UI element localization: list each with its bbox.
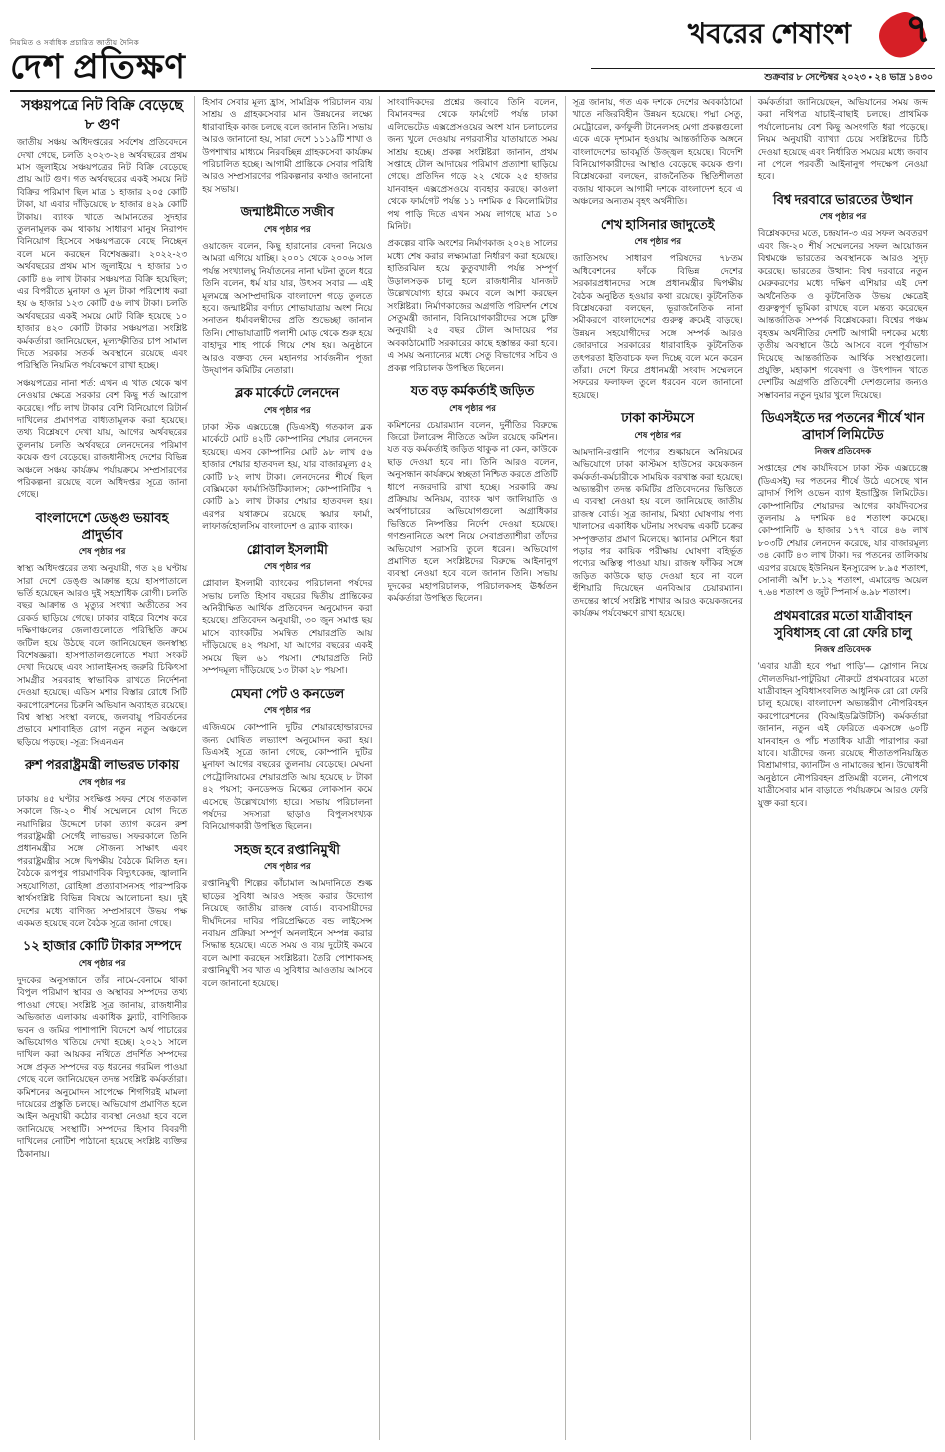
article-headline: গ্লোবাল ইসলামী — [246, 541, 328, 557]
article-headline: শেখ হাসিনার জাদুতেই — [600, 216, 715, 232]
column-2 — [194, 96, 379, 1440]
article-headline: প্রথমবারের মতো যাত্রীবাহন সুবিধাসহ বো রো ফেরি চালু — [773, 607, 913, 640]
article-headline: ব্লক মার্কেটে লেনদেন — [235, 385, 340, 401]
article — [573, 410, 743, 619]
article — [758, 410, 928, 599]
continued-from-label: শেষ পৃষ্ঠার পর — [819, 211, 867, 222]
article — [202, 686, 372, 833]
article — [758, 192, 928, 401]
article-body: ঢাকা স্টক এক্সচেঞ্জে (ডিএসই) গতকাল ব্লক মার্কেটে মোট ৪২টি কোম্পানির শেয়ার লেনদেন হয়েছে। এসব কোম্পানির মোট ৯৮ লাখ ৫৬ হাজার শেয়ার হাতবদল হয়, যার বাজারমূল্য ৫২ কোটি ৮২ লাখ টাকা। লেনদেনের শীর্ষে ছিল বেক্সিমকো ফার্মাসিউটিক্যালস; কোম্পানিটির ৭ কোটি ৯১ লাখ টাকার শেয়ার হাতবদল হয়। এরপর যথাক্রমে রয়েছে স্কয়ার ফার্মা, লাফার্জহোলসিম বাংলাদেশ ও ব্র্যাক ব্যাংক। — [202, 421, 373, 532]
columns-area — [10, 96, 935, 1440]
article-body: কর্মকর্তারা জানিয়েছেন, অভিযানের সময় জব্দ করা নথিপত্র যাচাই-বাছাই চলছে। প্রাথমিক পর্যালোচনায় বেশ কিছু অসংগতি ধরা পড়েছে। নিয়ম অনুযায়ী ব্যাখ্যা চেয়ে সংশ্লিষ্টদের চিঠি দেওয়া হয়েছে এবং নির্ধারিত সময়ের মধ্যে জবাব না পেলে পরবর্তী আইনানুগ পদক্ষেপ নেওয়া হবে। — [757, 97, 929, 182]
article-body: বিশ্লেষকদের মতে, চন্দ্রযান-৩ এর সফল অবতরণ এবং জি-২০ শীর্ষ সম্মেলনের সফল আয়োজন বিশ্বমঞ্চে ভারতের অবস্থানকে আরও সুদৃঢ় করেছে। ভারতের উত্থান: বিশ্ব দরবারে নতুন মেরুকরণের মধ্যে দক্ষিণ এশিয়ার এই দেশ অর্থনৈতিক ও কূটনৈতিক উভয় ক্ষেত্রেই গুরুত্বপূর্ণ ভূমিকা রাখছে বলে মন্তব্য করেছেন আন্তর্জাতিক সম্পর্ক বিশ্লেষকেরা। বিশ্বের পঞ্চম বৃহত্তম অর্থনীতির দেশটি আগামী দশকের মধ্যে তৃতীয় অবস্থানে উঠে আসবে বলে পূর্বাভাস দিয়েছে আন্তর্জাতিক আর্থিক সংস্থাগুলো। প্রযুক্তি, মহাকাশ গবেষণা ও উৎপাদন খাতে দেশটির অগ্রগতি প্রতিবেশী দেশগুলোর জন্যও সম্ভাবনার নতুন দুয়ার খুলে দিয়েছে। — [757, 228, 929, 400]
article — [17, 938, 187, 1160]
byline-label: নিজস্ব প্রতিবেদক — [814, 446, 872, 457]
dateline: শুক্রবার ৮ সেপ্টেম্বর ২০২৩ • ২৪ ভাদ্র ১৪৩০ — [591, 68, 935, 86]
article-body: রপ্তানিমুখী শিল্পের কাঁচামাল আমদানিতে শুল্ক ছাড়ের সুবিধা আরও সহজ করার উদ্যোগ নিয়েছে জাতীয় রাজস্ব বোর্ড। ব্যবসায়ীদের দীর্ঘদিনের দাবির পরিপ্রেক্ষিতে বন্ড লাইসেন্স নবায়ন প্রক্রিয়া সম্পূর্ণ অনলাইনে সম্পন্ন করার সিদ্ধান্ত হয়েছে। এতে সময় ও ব্যয় দুটোই কমবে বলে আশা করছেন সংশ্লিষ্টরা। তৈরি পোশাকসহ রপ্তানিমুখী সব খাত এ সুবিধার আওতায় আসবে বলে জানানো হয়েছে। — [202, 878, 373, 988]
article — [573, 217, 743, 402]
article-body: গ্লোবাল ইসলামী ব্যাংকের পরিচালনা পর্ষদের সভায় চলতি হিসাব বছরের দ্বিতীয় প্রান্তিকের অনিরীক্ষিত আর্থিক প্রতিবেদন অনুমোদন করা হয়েছে। প্রতিবেদন অনুযায়ী, ৩০ জুন সমাপ্ত ছয় মাসে ব্যাংকটির সমন্বিত শেয়ারপ্রতি আয় দাঁড়িয়েছে ৪২ পয়সা, যা আগের বছরের একই সময়ে ছিল ৬১ পয়সা। শেয়ারপ্রতি নিট সম্পদমূল্য দাঁড়িয়েছে ১৩ টাকা ২৮ পয়সা। — [202, 578, 373, 676]
article-body: জাতিসংঘ সাধারণ পরিষদের ৭৮তম অধিবেশনের ফাঁকে বিভিন্ন দেশের সরকারপ্রধানদের সঙ্গে প্রধানমন্ত্রীর দ্বিপক্ষীয় বৈঠক অনুষ্ঠিত হওয়ার কথা রয়েছে। কূটনৈতিক বিশ্লেষকেরা বলছেন, ভূরাজনৈতিক নানা সমীকরণে বাংলাদেশের গুরুত্ব ক্রমেই বাড়ছে। উন্নয়ন সহযোগীদের সঙ্গে সম্পর্ক আরও জোরদারে সরকারের ধারাবাহিক কূটনৈতিক তৎপরতা ইতিবাচক ফল দিচ্ছে বলে মনে করেন তাঁরা। দেশে ফিরে প্রধানমন্ত্রী সংবাদ সম্মেলনে সফরের ফলাফল তুলে ধরবেন বলে জানানো হয়েছে। — [572, 253, 743, 400]
article-headline: সহজ হবে রপ্তানিমুখী — [234, 841, 340, 857]
continued-from-label: শেষ পৃষ্ঠার পর — [78, 776, 126, 787]
article-headline: জন্মাষ্টমীতে সজীব — [240, 204, 334, 220]
article-body: সপ্তাহের শেষ কার্যদিবসে ঢাকা স্টক এক্সচেঞ্জে (ডিএসই) দর পতনের শীর্ষে উঠে এসেছে খান ব্রাদার্স পিপি ওভেন ব্যাগ ইন্ডাস্ট্রিজ লিমিটেড। কোম্পানিটির শেয়ারদর আগের কার্যদিবসের তুলনায় ৯ দশমিক ৪৫ শতাংশ কমেছে। কোম্পানিটি ৬ হাজার ১৭৭ বারে ৪৬ লাখ ৮০৩টি শেয়ার লেনদেন করেছে, যার বাজারমূল্য ৩৪ কোটি ৪৩ লাখ টাকা। দর পতনের তালিকায় এরপর রয়েছে ইউনিয়ন ইনস্যুরেন্স ৮.৯৫ শতাংশ, সোনালী আঁশ ৮.১২ শতাংশ, এমারেল্ড অয়েল ৭.৬৪ শতাংশ ও জুট স্পিনার্স ৬.৯৮ শতাংশ। — [757, 463, 929, 598]
article-body: জাতীয় সঞ্চয় অধিদপ্তরের সর্বশেষ প্রতিবেদনে দেখা গেছে, চলতি ২০২৩-২৪ অর্থবছরের প্রথম মাস জুলাইয়ে সঞ্চয়পত্রের নিট বিক্রি বেড়েছে প্রায় আট গুণ। গত অর্থবছরের একই সময়ে নিট বিক্রির পরিমাণ ছিল মাত্র ১ হাজার ২০৫ কোটি টাকা, যা এবার দাঁড়িয়েছে ৮ হাজার ৪২৯ কোটি টাকায়। ব্যাংক খাতে আমানতের সুদহার তুলনামূলক কম থাকায় সাধারণ মানুষ নিরাপদ বিনিয়োগ হিসেবে সঞ্চয়পত্রকে বেছে নিচ্ছেন বলে মনে করছেন বিশেষজ্ঞরা। ২০২২-২৩ অর্থবছরের প্রথম মাস জুলাইয়ে ৭ হাজার ১৩ কোটি ৪৬ লাখ টাকার সঞ্চয়পত্র বিক্রি হয়েছিল; এর বিপরীতে মুনাফা ও মূল টাকা পরিশোধ করা হয় ৬ হাজার ১২৩ কোটি ৫৬ লাখ টাকা। চলতি অর্থবছরের একই সময়ে মোট বিক্রি হয়েছে ১০ হাজার ৪২০ কোটি টাকার সঞ্চয়পত্র। সংশ্লিষ্ট কর্মকর্তারা জানিয়েছেন, মূল্যস্ফীতির চাপ সামাল দিতে সরকার সতর্ক অবস্থানে রয়েছে এবং পরিস্থিতি নিয়মিত পর্যবেক্ষণে রাখা হচ্ছে। — [17, 137, 188, 371]
masthead-tagline: নিয়মিত ও সর্বাধিক প্রচারিত জাতীয় দৈনিক — [10, 40, 140, 48]
article — [17, 510, 187, 748]
column-5 — [750, 96, 935, 1440]
article — [387, 383, 557, 605]
continued-from-label: শেষ পৃষ্ঠার পর — [449, 402, 496, 413]
article-headline: বিশ্ব দরবারে ভারতের উত্থান — [772, 191, 913, 207]
header-right — [591, 7, 935, 86]
article-body: হিসাব সেবার মূল্য হ্রাস, সামগ্রিক পরিচালন ব্যয় সাশ্রয় ও গ্রাহকসেবার মান উন্নয়নের লক্ষ্যে ধারাবাহিক কাজ চলছে বলে জানান তিনি। সভায় আরও জানানো হয়, সারা দেশে ১১১৯টি শাখা ও উপশাখার মাধ্যমে নিরবচ্ছিন্ন গ্রাহকসেবা কার্যক্রম পরিচালিত হচ্ছে। আগামী প্রান্তিকে সেবার পরিধি আরও সম্প্রসারণের পরিকল্পনার কথাও জানানো হয় সভায়। — [202, 97, 373, 194]
continued-from-label: শেষ পৃষ্ঠার পর — [634, 236, 682, 247]
continued-from-label: শেষ পৃষ্ঠার পর — [263, 861, 311, 872]
article-headline: রুশ পররাষ্ট্রমন্ত্রী লাভরভ ঢাকায় — [25, 757, 180, 773]
article — [202, 842, 372, 989]
article — [202, 385, 372, 532]
article — [202, 542, 372, 677]
page-header — [10, 6, 935, 92]
article-body: সূত্র জানায়, গত এক দশকে দেশের অবকাঠামো খাতে নজিরবিহীন উন্নয়ন হয়েছে। পদ্মা সেতু, মেট্রোরেল, কর্ণফুলী টানেলসহ মেগা প্রকল্পগুলো একে একে দৃশ্যমান হওয়ায় আন্তর্জাতিক অঙ্গনে বাংলাদেশের ভাবমূর্তি উজ্জ্বল হয়েছে। বিদেশি বিনিয়োগকারীদের আস্থাও বেড়েছে কয়েক গুণ। বিশ্লেষকেরা বলছেন, রাজনৈতিক স্থিতিশীলতা বজায় থাকলে আগামী দশকে বাংলাদেশ হবে এ অঞ্চলের অন্যতম বৃহৎ অর্থনীতি। — [572, 97, 743, 207]
article — [17, 757, 187, 929]
page-number: ৭ — [904, 6, 931, 51]
article — [573, 96, 743, 208]
column-3 — [379, 96, 564, 1440]
column-4 — [565, 96, 750, 1440]
article-body: এজিএমে কোম্পানি দুটির শেয়ারহোল্ডারদের জন্য ঘোষিত লভ্যাংশ অনুমোদন করা হয়। ডিএসই সূত্রে জানা গেছে, কোম্পানি দুটির মুনাফা আগের বছরের তুলনায় বেড়েছে। মেঘনা পেট্রোলিয়ামের শেয়ারপ্রতি আয় হয়েছে ৮ টাকা ৪২ পয়সা; কনডেন্সড মিল্কের লোকসান কমে এসেছে উল্লেখযোগ্য হারে। সভায় পরিচালনা পর্ষদের সদস্যরা ছাড়াও বিপুলসংখ্যক বিনিয়োগকারী উপস্থিত ছিলেন। — [202, 722, 373, 832]
article-body: কমিশনের চেয়ারম্যান বলেন, দুর্নীতির বিরুদ্ধে জিরো টলারেন্স নীতিতে অটল রয়েছে কমিশন। যত বড় কর্মকর্তাই জড়িত থাকুক না কেন, কাউকে ছাড় দেওয়া হবে না। তিনি আরও বলেন, অনুসন্ধান কার্যক্রমে স্বচ্ছতা নিশ্চিত করতে প্রতিটি ধাপে নজরদারি রাখা হচ্ছে। সরকারি ক্রয় প্রক্রিয়ায় অনিয়ম, ব্যাংক ঋণ জালিয়াতি ও অর্থপাচারের অভিযোগগুলো অগ্রাধিকার ভিত্তিতে নিষ্পত্তির নির্দেশ দেওয়া হয়েছে। গণশুনানিতে অংশ নিয়ে সেবাপ্রত্যাশীরা তাঁদের অভিযোগ সরাসরি তুলে ধরেন। অভিযোগ প্রমাণিত হলে সংশ্লিষ্টদের বিরুদ্ধে আইনানুগ ব্যবস্থা নেওয়া হবে বলে জানান তিনি। সভায় দুদকের মহাপরিচালক, পরিচালকসহ ঊর্ধ্বতন কর্মকর্তারা উপস্থিত ছিলেন। — [387, 419, 558, 604]
masthead-title: দেশ প্রতিক্ষণ — [10, 49, 186, 87]
article-body: স্বাস্থ্য অধিদপ্তরের তথ্য অনুযায়ী, গত ২৪ ঘণ্টায় সারা দেশে ডেঙ্গু আক্রান্ত হয়ে হাসপাতালে ভর্তি হয়েছেন আরও দুই সহস্রাধিক রোগী। চলতি বছর আক্রান্ত ও মৃত্যুর সংখ্যা অতীতের সব রেকর্ড ছাড়িয়ে গেছে। ঢাকার বাইরে বিশেষ করে দক্ষিণাঞ্চলের জেলাগুলোতে পরিস্থিতি ক্রমে জটিল হয়ে উঠছে বলে জানিয়েছেন জনস্বাস্থ্য বিশেষজ্ঞরা। হাসপাতালগুলোতে শয্যা সংকট দেখা দিয়েছে এবং স্যালাইনসহ জরুরি চিকিৎসা সামগ্রীর সরবরাহ স্বাভাবিক রাখতে নির্দেশনা দেওয়া হয়েছে। এডিস মশার বিস্তার রোধে সিটি করপোরেশনের চিরুনি অভিযান অব্যাহত রয়েছে। বিশ্ব স্বাস্থ্য সংস্থা বলছে, জলবায়ু পরিবর্তনের প্রভাবে মশাবাহিত রোগ নতুন নতুন অঞ্চলে ছড়িয়ে পড়ছে। -সূত্র: সিএনএন — [17, 563, 188, 747]
article-body: সাংবাদিকদের প্রশ্নের জবাবে তিনি বলেন, বিমানবন্দর থেকে ফার্মগেট পর্যন্ত ঢাকা এলিভেটেড এক্সপ্রেসওয়ের অংশ যান চলাচলের জন্য খুলে দেওয়ায় নগরবাসীর যাতায়াতে সময় সাশ্রয় হচ্ছে। প্রকল্প সংশ্লিষ্টরা জানান, প্রথম সপ্তাহে টোল আদায়ের পরিমাণ প্রত্যাশা ছাড়িয়ে গেছে। প্রতিদিন গড়ে ২২ থেকে ২৫ হাজার যানবাহন এক্সপ্রেসওয়ে ব্যবহার করছে। কাওলা থেকে ফার্মগেট পর্যন্ত ১১ দশমিক ৫ কিলোমিটার পথ পাড়ি দিতে এখন সময় লাগছে মাত্র ১০ মিনিট। — [387, 97, 558, 232]
article — [202, 96, 372, 195]
article-body: আমদানি-রপ্তানি পণ্যের শুল্কায়নে অনিয়মের অভিযোগে ঢাকা কাস্টমস হাউসের কয়েকজন কর্মকর্তা-কর্মচারীকে সাময়িক বরখাস্ত করা হয়েছে। অভ্যন্তরীণ তদন্ত কমিটির প্রতিবেদনের ভিত্তিতে এ ব্যবস্থা নেওয়া হয় বলে জানিয়েছে জাতীয় রাজস্ব বোর্ড। সূত্র জানায়, মিথ্যা ঘোষণায় পণ্য খালাসের একাধিক ঘটনায় সংঘবদ্ধ একটি চক্রের সম্পৃক্ততার প্রমাণ মিলেছে। স্ক্যানার মেশিনে ধরা পড়ার পর কায়িক পরীক্ষায় ঘোষণা বহির্ভূত পণ্যের অস্তিত্ব পাওয়া যায়। রাজস্ব ফাঁকির সঙ্গে জড়িত কাউকে ছাড় দেওয়া হবে না বলে হুঁশিয়ারি দিয়েছেন এনবিআর চেয়ারম্যান। তদন্তের স্বার্থে সংশ্লিষ্ট শাখার আরও কয়েকজনের কার্যক্রম পর্যবেক্ষণে রাখা হয়েছে। — [572, 446, 743, 619]
column-1 — [10, 96, 194, 1440]
article-headline: ডিএসইতে দর পতনের শীর্ষে খান ব্রাদার্স লিমিটেড — [761, 410, 925, 442]
article-headline: মেঘনা পেট ও কনডেল — [230, 685, 345, 701]
article-body: সঞ্চয়পত্রের নানা শর্ত: এখন এ খাত থেকে ঋণ নেওয়ার ক্ষেত্রে সরকার বেশ কিছু শর্ত আরোপ করেছে। পাঁচ লাখ টাকার বেশি বিনিয়োগে রিটার্ন দাখিলের প্রমাণপত্র বাধ্যতামূলক করা হয়েছে। তথ্য বিশ্লেষণে দেখা যায়, আগের অর্থবছরের তুলনায় চলতি অর্থবছরে লেনদেনের পরিমাণ কয়েক গুণ বেড়েছে। রাজধানীসহ দেশের বিভিন্ন অঞ্চলে সঞ্চয় কার্যক্রম পর্যায়ক্রমে সম্প্রসারণের পরিকল্পনা রয়েছে বলে অধিদপ্তর সূত্রে জানা গেছে। — [17, 377, 188, 500]
article-body: 'এবার যাত্রী হবে পদ্মা পাড়ি'— স্লোগান নিয়ে দৌলতদিয়া-পাটুরিয়া নৌরুটে প্রথমবারের মতো যাত্রীবাহন সুবিধাসংবলিত আধুনিক রো রো ফেরি চালু হয়েছে। বাংলাদেশ অভ্যন্তরীণ নৌপরিবহন করপোরেশনের (বিআইডব্লিউটিসি) কর্মকর্তারা জানান, নতুন এই ফেরিতে একসঙ্গে ৬০টি যানবাহন ও পাঁচ শতাধিক যাত্রী পারাপার করা যাবে। যাত্রীদের জন্য রয়েছে শীতাতপনিয়ন্ত্রিত বিশ্রামাগার, ক্যানটিন ও নামাজের স্থান। উদ্বোধনী অনুষ্ঠানে নৌপরিবহন প্রতিমন্ত্রী বলেন, নৌপথে যাত্রীসেবার মান বাড়াতে পর্যায়ক্রমে আরও ফেরি যুক্ত করা হবে। — [757, 661, 929, 808]
article-headline: ঢাকা কাস্টমসে — [621, 410, 695, 426]
page-number-badge — [877, 7, 935, 63]
article-headline: সঞ্চয়পত্রে নিট বিক্রি বেড়েছে ৮ গুণ — [21, 98, 184, 133]
continued-from-label: শেষ পৃষ্ঠার পর — [634, 429, 682, 440]
article — [17, 97, 187, 501]
byline-label: নিজস্ব প্রতিবেদক — [814, 644, 872, 655]
continued-from-label: শেষ পৃষ্ঠার পর — [263, 561, 311, 572]
article-body: ওয়াজেদ বলেন, কিছু হারানোর বেদনা নিয়েও আমরা এগিয়ে যাচ্ছি। ২০০১ থেকে ২০০৬ সাল পর্যন্ত সংখ্যালঘু নির্যাতনের নানা ঘটনা তুলে ধরে তিনি বলেন, ধর্ম যার যার, উৎসব সবার — এই মূলমন্ত্রে অসাম্প্রদায়িক বাংলাদেশ গড়ে তুলতে হবে। জন্মাষ্টমীর বর্ণাঢ্য শোভাযাত্রায় অংশ নিয়ে সনাতন ধর্মাবলম্বীদের প্রতি শুভেচ্ছা জানান তিনি। শোভাযাত্রাটি পলাশী মোড় থেকে শুরু হয়ে বাহাদুর শাহ পার্কে গিয়ে শেষ হয়। অনুষ্ঠানে আরও বক্তব্য দেন মহানগর সার্বজনীন পূজা উদ্‌যাপন কমিটির নেতারা। — [202, 240, 373, 375]
continued-from-label: শেষ পৃষ্ঠার পর — [263, 223, 311, 234]
section-title: খবরের শেষাংশ — [687, 19, 851, 50]
article — [758, 96, 928, 183]
article — [202, 204, 372, 376]
article-body: প্রকল্পের বাকি অংশের নির্মাণকাজ ২০২৪ সালের মধ্যে শেষ করার লক্ষ্যমাত্রা নির্ধারণ করা হয়েছে। হাতিরঝিল হয়ে কুতুবখালী পর্যন্ত সম্পূর্ণ উড়ালসড়ক চালু হলে রাজধানীর যানজট উল্লেখযোগ্য হারে কমবে বলে আশা করছেন সংশ্লিষ্টরা। নির্মাণকাজের অগ্রগতি পরিদর্শন শেষে সেতুমন্ত্রী জানান, বিনিয়োগকারীদের সঙ্গে চুক্তি অনুযায়ী ২৫ বছর টোল আদায়ের পর অবকাঠামোটি সরকারের কাছে হস্তান্তর করা হবে। এ সময় অন্যান্যের মধ্যে সেতু বিভাগের সচিব ও প্রকল্প পরিচালক উপস্থিত ছিলেন। — [387, 238, 558, 373]
article-headline: ১২ হাজার কোটি টাকার সম্পদে — [22, 938, 182, 954]
article-headline: বাংলাদেশে ডেঙ্গু ভয়াবহ প্রাদুর্ভাব — [35, 509, 169, 542]
article-body: দুদকের অনুসন্ধানে তাঁর নামে-বেনামে থাকা বিপুল পরিমাণ স্থাবর ও অস্থাবর সম্পদের তথ্য পাওয়া গেছে। সংশ্লিষ্ট সূত্র জানায়, রাজধানীর অভিজাত এলাকায় একাধিক ফ্ল্যাট, বাণিজ্যিক ভবন ও জমির পাশাপাশি বিদেশে অর্থ পাচারের অভিযোগও খতিয়ে দেখা হচ্ছে। ২০২১ সালে দাখিল করা আয়কর নথিতে প্রদর্শিত সম্পদের সঙ্গে প্রকৃত সম্পদের বড় ধরনের গরমিল পাওয়া গেছে বলে জানিয়েছেন তদন্ত সংশ্লিষ্ট কর্মকর্তারা। কমিশনের অনুমোদন সাপেক্ষে শিগগিরই মামলা দায়েরের প্রস্তুতি চলছে। অভিযোগ প্রমাণিত হলে আইন অনুযায়ী কঠোর ব্যবস্থা নেওয়া হবে বলে জানিয়েছে সংস্থাটি। সম্পদের হিসাব বিবরণী দাখিলের নোটিশ পাঠানো হয়েছে সংশ্লিষ্ট ব্যক্তির ঠিকানায়। — [17, 974, 188, 1159]
continued-from-label: শেষ পৃষ্ঠার পর — [78, 957, 126, 968]
continued-from-label: শেষ পৃষ্ঠার পর — [263, 705, 311, 716]
masthead — [10, 37, 186, 86]
article — [758, 608, 928, 809]
article — [387, 96, 557, 374]
article-body: ঢাকায় ৪৫ ঘণ্টার সংক্ষিপ্ত সফর শেষে গতকাল সকালে জি-২০ শীর্ষ সম্মেলনে যোগ দিতে নয়াদিল্লির উদ্দেশে ঢাকা ত্যাগ করেন রুশ পররাষ্ট্রমন্ত্রী সের্গেই লাভরভ। সফরকালে তিনি প্রধানমন্ত্রীর সঙ্গে সৌজন্য সাক্ষাৎ এবং পররাষ্ট্রমন্ত্রীর সঙ্গে দ্বিপক্ষীয় বৈঠকে মিলিত হন। বৈঠকে রূপপুর পারমাণবিক বিদ্যুৎকেন্দ্র, জ্বালানি সহযোগিতা, রোহিঙ্গা প্রত্যাবাসনসহ পারস্পরিক স্বার্থসংশ্লিষ্ট বিভিন্ন বিষয়ে আলোচনা হয়। দুই দেশের মধ্যে বাণিজ্য সম্প্রসারণে উভয় পক্ষ একমত হয়েছে বলে বৈঠক সূত্রে জানা গেছে। — [17, 793, 188, 928]
article-headline: যত বড় কর্মকর্তাই জড়িত — [410, 382, 535, 398]
continued-from-label: শেষ পৃষ্ঠার পর — [78, 546, 126, 557]
continued-from-label: শেষ পৃষ্ঠার পর — [263, 404, 311, 415]
